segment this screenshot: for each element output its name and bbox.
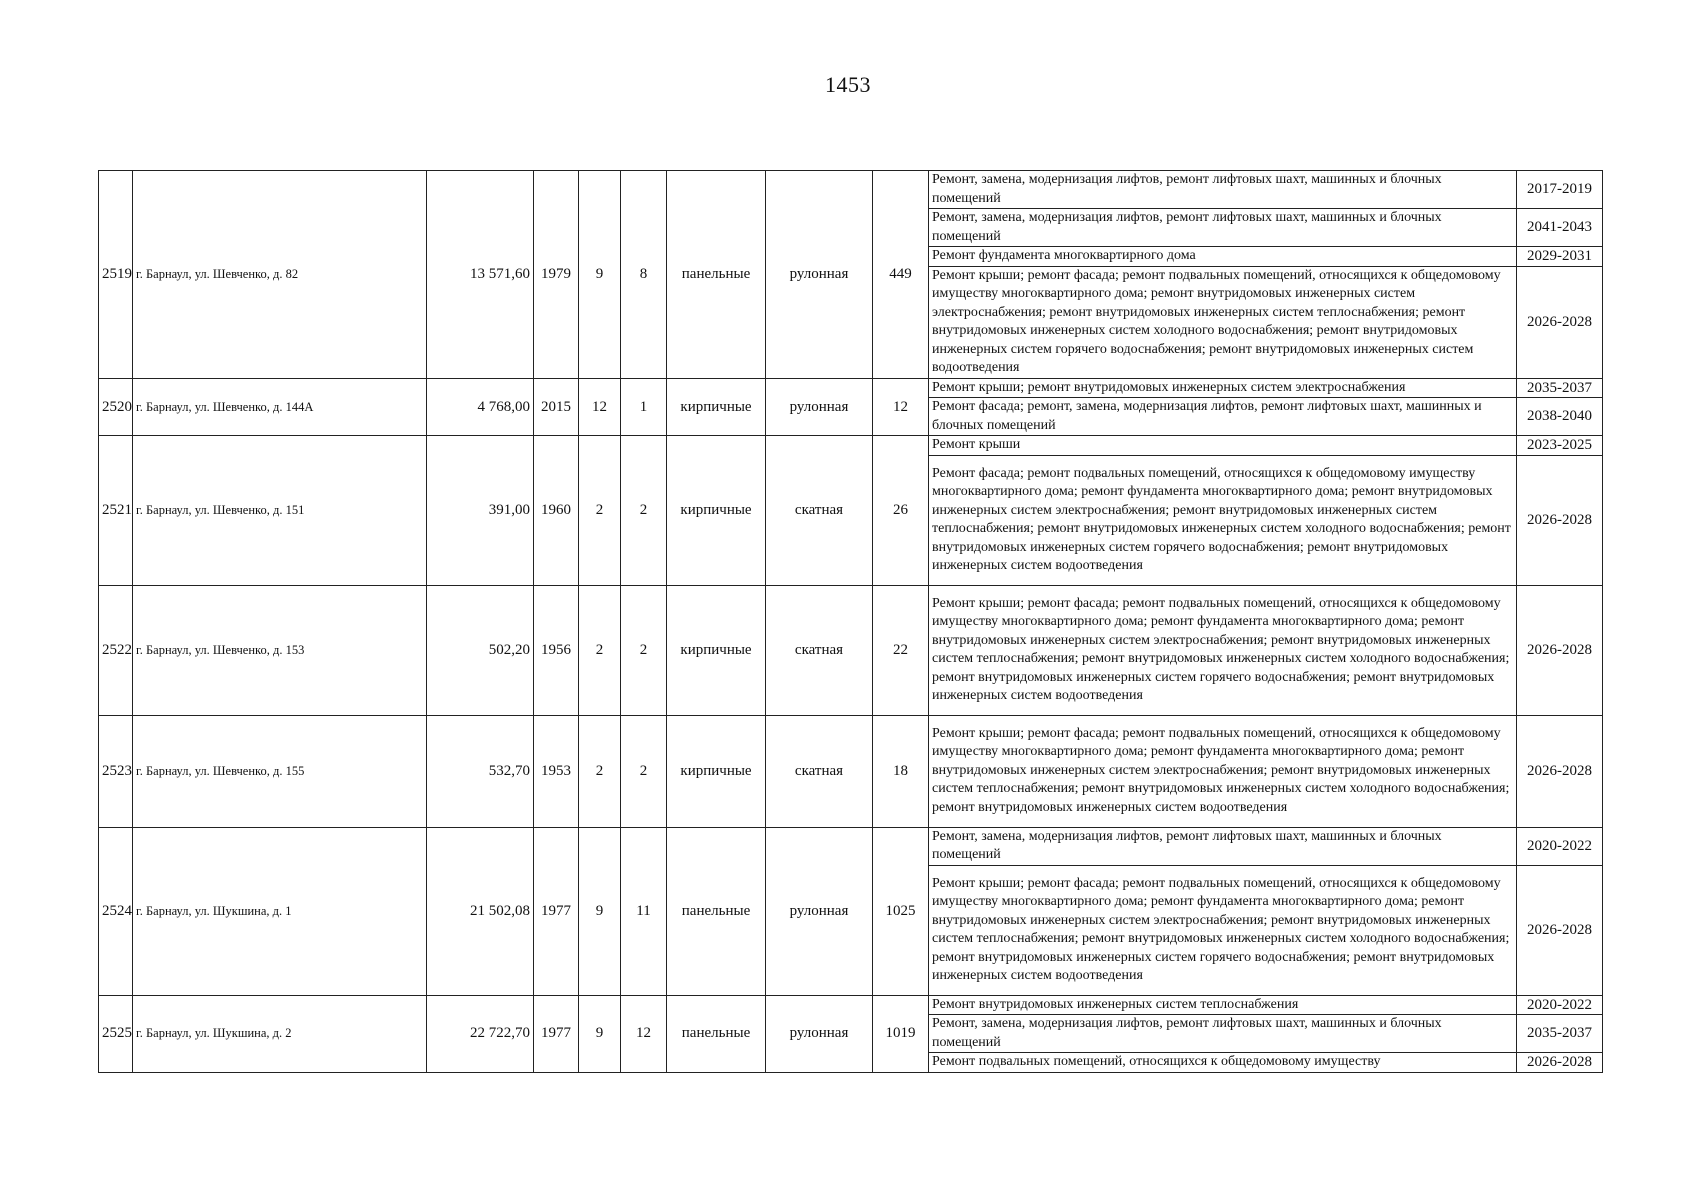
year-cell: 1960 xyxy=(534,436,579,586)
work-period-cell: 2020-2022 xyxy=(1517,827,1603,865)
year-cell: 1956 xyxy=(534,585,579,715)
work-period-cell: 2023-2025 xyxy=(1517,436,1603,456)
address-cell: г. Барнаул, ул. Шевченко, д. 155 xyxy=(133,715,427,827)
wall-material-cell: кирпичные xyxy=(667,715,766,827)
house-number-cell: 2519 xyxy=(99,171,133,379)
wall-material-cell: кирпичные xyxy=(667,585,766,715)
entrances-cell: 2 xyxy=(621,585,667,715)
roof-type-cell: рулонная xyxy=(766,378,873,436)
entrances-cell: 2 xyxy=(621,436,667,586)
work-type-cell: Ремонт крыши; ремонт фасада; ремонт подвальных помещений, относящихся к общедомовому имуществу многоквартирного дома; ремонт внутридомовых инженерных систем электроснабжения; ремонт внутридомовых инженерных систем теплоснабжения; ремонт внутридомовых инженерных систем холодного водоснабжения; ремонт внутридомовых инженерных систем горячего водоснабжения; ремонт внутридомовых инженерных систем водоотведения xyxy=(929,266,1517,378)
floors-cell: 12 xyxy=(579,378,621,436)
work-period-cell: 2017-2019 xyxy=(1517,171,1603,209)
work-type-cell: Ремонт, замена, модернизация лифтов, ремонт лифтовых шахт, машинных и блочных помещений xyxy=(929,827,1517,865)
work-type-cell: Ремонт внутридомовых инженерных систем теплоснабжения xyxy=(929,995,1517,1015)
residents-cell: 449 xyxy=(873,171,929,379)
work-type-cell: Ремонт фундамента многоквартирного дома xyxy=(929,247,1517,267)
floors-cell: 2 xyxy=(579,585,621,715)
address-cell: г. Барнаул, ул. Шевченко, д. 82 xyxy=(133,171,427,379)
work-period-cell: 2026-2028 xyxy=(1517,715,1603,827)
wall-material-cell: кирпичные xyxy=(667,436,766,586)
year-cell: 1953 xyxy=(534,715,579,827)
entrances-cell: 8 xyxy=(621,171,667,379)
table-row xyxy=(99,378,1603,398)
roof-type-cell: скатная xyxy=(766,585,873,715)
address-cell: г. Барнаул, ул. Шевченко, д. 151 xyxy=(133,436,427,586)
year-cell: 1977 xyxy=(534,827,579,995)
work-period-cell: 2026-2028 xyxy=(1517,455,1603,585)
residents-cell: 1025 xyxy=(873,827,929,995)
work-period-cell: 2041-2043 xyxy=(1517,209,1603,247)
year-cell: 1977 xyxy=(534,995,579,1072)
house-number-cell: 2521 xyxy=(99,436,133,586)
work-period-cell: 2035-2037 xyxy=(1517,378,1603,398)
work-period-cell: 2038-2040 xyxy=(1517,398,1603,436)
area-cell: 502,20 xyxy=(427,585,534,715)
address-cell: г. Барнаул, ул. Шевченко, д. 153 xyxy=(133,585,427,715)
table-row xyxy=(99,995,1603,1015)
table-row xyxy=(99,827,1603,865)
residents-cell: 18 xyxy=(873,715,929,827)
page-number: 1453 xyxy=(825,72,871,97)
work-type-cell: Ремонт, замена, модернизация лифтов, ремонт лифтовых шахт, машинных и блочных помещений xyxy=(929,209,1517,247)
work-type-cell: Ремонт крыши; ремонт фасада; ремонт подвальных помещений, относящихся к общедомовому имуществу многоквартирного дома; ремонт фундамента многоквартирного дома; ремонт внутридомовых инженерных систем электроснабжения; ремонт внутридомовых инженерных систем теплоснабжения; ремонт внутридомовых инженерных систем холодного водоснабжения; ремонт внутридомовых инженерных систем водоотведения xyxy=(929,715,1517,827)
table-row xyxy=(99,715,1603,827)
registry-body xyxy=(99,171,1603,1073)
roof-type-cell: рулонная xyxy=(766,995,873,1072)
residents-cell: 1019 xyxy=(873,995,929,1072)
house-number-cell: 2524 xyxy=(99,827,133,995)
address-cell: г. Барнаул, ул. Шевченко, д. 144А xyxy=(133,378,427,436)
work-period-cell: 2026-2028 xyxy=(1517,585,1603,715)
roof-type-cell: скатная xyxy=(766,715,873,827)
work-type-cell: Ремонт фасада; ремонт, замена, модернизация лифтов, ремонт лифтовых шахт, машинных и блочных помещений xyxy=(929,398,1517,436)
floors-cell: 9 xyxy=(579,171,621,379)
house-number-cell: 2523 xyxy=(99,715,133,827)
area-cell: 4 768,00 xyxy=(427,378,534,436)
floors-cell: 9 xyxy=(579,995,621,1072)
work-period-cell: 2026-2028 xyxy=(1517,865,1603,995)
table-row xyxy=(99,585,1603,715)
floors-cell: 9 xyxy=(579,827,621,995)
table-row xyxy=(99,171,1603,209)
work-type-cell: Ремонт фасада; ремонт подвальных помещений, относящихся к общедомовому имуществу многоквартирного дома; ремонт фундамента многоквартирного дома; ремонт внутридомовых инженерных систем электроснабжения; ремонт внутридомовых инженерных систем теплоснабжения; ремонт внутридомовых инженерных систем холодного водоснабжения; ремонт внутридомовых инженерных систем горячего водоснабжения; ремонт внутридомовых инженерных систем водоотведения xyxy=(929,455,1517,585)
work-period-cell: 2026-2028 xyxy=(1517,266,1603,378)
roof-type-cell: рулонная xyxy=(766,827,873,995)
entrances-cell: 2 xyxy=(621,715,667,827)
roof-type-cell: скатная xyxy=(766,436,873,586)
table-row xyxy=(99,436,1603,456)
year-cell: 1979 xyxy=(534,171,579,379)
work-period-cell: 2020-2022 xyxy=(1517,995,1603,1015)
work-type-cell: Ремонт, замена, модернизация лифтов, ремонт лифтовых шахт, машинных и блочных помещений xyxy=(929,171,1517,209)
address-cell: г. Барнаул, ул. Шукшина, д. 2 xyxy=(133,995,427,1072)
wall-material-cell: панельные xyxy=(667,827,766,995)
area-cell: 532,70 xyxy=(427,715,534,827)
work-type-cell: Ремонт крыши; ремонт фасада; ремонт подвальных помещений, относящихся к общедомовому имуществу многоквартирного дома; ремонт фундамента многоквартирного дома; ремонт внутридомовых инженерных систем электроснабжения; ремонт внутридомовых инженерных систем теплоснабжения; ремонт внутридомовых инженерных систем холодного водоснабжения; ремонт внутридомовых инженерных систем горячего водоснабжения; ремонт внутридомовых инженерных систем водоотведения xyxy=(929,585,1517,715)
roof-type-cell: рулонная xyxy=(766,171,873,379)
entrances-cell: 1 xyxy=(621,378,667,436)
work-period-cell: 2029-2031 xyxy=(1517,247,1603,267)
year-cell: 2015 xyxy=(534,378,579,436)
housing-registry-table xyxy=(98,170,1603,1073)
work-type-cell: Ремонт крыши; ремонт фасада; ремонт подвальных помещений, относящихся к общедомовому имуществу многоквартирного дома; ремонт фундамента многоквартирного дома; ремонт внутридомовых инженерных систем электроснабжения; ремонт внутридомовых инженерных систем теплоснабжения; ремонт внутридомовых инженерных систем холодного водоснабжения; ремонт внутридомовых инженерных систем горячего водоснабжения; ремонт внутридомовых инженерных систем водоотведения xyxy=(929,865,1517,995)
entrances-cell: 11 xyxy=(621,827,667,995)
house-number-cell: 2522 xyxy=(99,585,133,715)
area-cell: 22 722,70 xyxy=(427,995,534,1072)
area-cell: 21 502,08 xyxy=(427,827,534,995)
work-type-cell: Ремонт крыши xyxy=(929,436,1517,456)
area-cell: 391,00 xyxy=(427,436,534,586)
wall-material-cell: панельные xyxy=(667,171,766,379)
area-cell: 13 571,60 xyxy=(427,171,534,379)
residents-cell: 26 xyxy=(873,436,929,586)
wall-material-cell: кирпичные xyxy=(667,378,766,436)
entrances-cell: 12 xyxy=(621,995,667,1072)
work-type-cell: Ремонт, замена, модернизация лифтов, ремонт лифтовых шахт, машинных и блочных помещений xyxy=(929,1015,1517,1053)
house-number-cell: 2520 xyxy=(99,378,133,436)
floors-cell: 2 xyxy=(579,436,621,586)
work-type-cell: Ремонт подвальных помещений, относящихся к общедомовому имуществу xyxy=(929,1053,1517,1073)
work-period-cell: 2026-2028 xyxy=(1517,1053,1603,1073)
floors-cell: 2 xyxy=(579,715,621,827)
residents-cell: 22 xyxy=(873,585,929,715)
wall-material-cell: панельные xyxy=(667,995,766,1072)
work-period-cell: 2035-2037 xyxy=(1517,1015,1603,1053)
address-cell: г. Барнаул, ул. Шукшина, д. 1 xyxy=(133,827,427,995)
residents-cell: 12 xyxy=(873,378,929,436)
work-type-cell: Ремонт крыши; ремонт внутридомовых инженерных систем электроснабжения xyxy=(929,378,1517,398)
house-number-cell: 2525 xyxy=(99,995,133,1072)
